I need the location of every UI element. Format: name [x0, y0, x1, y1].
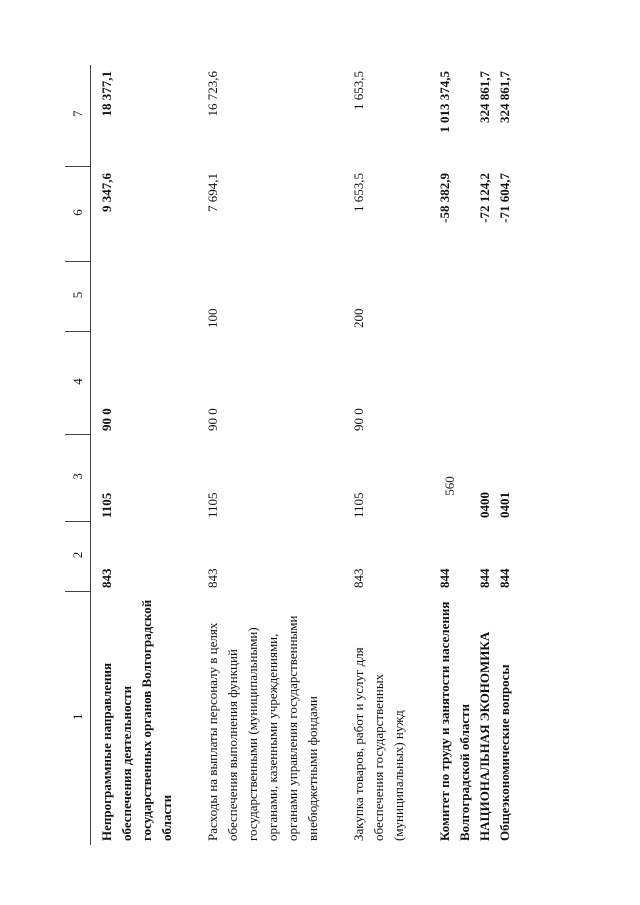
cell-section: 0401 — [497, 492, 512, 518]
page-number: 560 — [442, 476, 457, 496]
cell-ministry: 844 — [437, 568, 452, 588]
column-header-2: 2 — [65, 522, 91, 592]
column-header-1: 1 — [65, 592, 91, 845]
cell-section: 1105 — [351, 492, 366, 518]
row-name: Расходы на выплаты персоналу в целях обеспечения выполнения функций государственными (муниципальными) органами, казенными учреждениями, органами управления государственными внебюджетными фондами — [205, 615, 320, 841]
cell-section: 0400 — [477, 492, 492, 518]
cell-change: 9 347,6 — [99, 173, 114, 212]
cell-ministry: 843 — [99, 568, 114, 588]
cell-expense-type: 100 — [205, 308, 220, 328]
row-spacer — [177, 65, 197, 845]
cell-section: 1105 — [99, 492, 114, 518]
cell-target: 90 0 — [351, 408, 366, 431]
table-header-row — [65, 65, 91, 845]
row-spacer — [323, 65, 343, 845]
column-header-3: 3 — [65, 435, 91, 522]
row-spacer — [409, 65, 429, 845]
cell-total: 324 861,7 — [477, 71, 492, 123]
row-name: Комитет по труду и занятости населения Волгоградской области — [437, 601, 472, 841]
row-name: Непрограммные направления обеспечения деятельности государственных органов Волгоградской области — [99, 599, 174, 841]
cell-change: -72 124,2 — [477, 173, 492, 223]
cell-change: 7 694,1 — [205, 173, 220, 212]
cell-target — [495, 332, 515, 435]
column-header-7: 7 — [65, 65, 91, 167]
table-row — [475, 65, 495, 845]
cell-total: 1 653,5 — [351, 71, 366, 110]
column-header-4: 4 — [65, 332, 91, 435]
column-header-6: 6 — [65, 167, 91, 262]
cell-expense-type — [91, 262, 178, 332]
cell-ministry: 843 — [351, 568, 366, 588]
cell-target — [429, 332, 475, 435]
budget-table — [65, 65, 515, 845]
row-name: НАЦИОНАЛЬНАЯ ЭКОНОМИКА — [477, 631, 492, 841]
table-row — [91, 65, 178, 845]
cell-total: 324 861,7 — [497, 71, 512, 123]
cell-section: 1105 — [205, 492, 220, 518]
cell-target: 90 0 — [205, 408, 220, 431]
cell-expense-type — [475, 262, 495, 332]
cell-target — [475, 332, 495, 435]
cell-total: 16 723,6 — [205, 71, 220, 117]
cell-expense-type — [429, 262, 475, 332]
table-row — [495, 65, 515, 845]
cell-expense-type: 200 — [351, 308, 366, 328]
cell-change: -58 382,9 — [437, 173, 452, 223]
cell-ministry: 844 — [477, 568, 492, 588]
cell-ministry: 843 — [205, 568, 220, 588]
cell-target: 90 0 — [99, 408, 114, 431]
cell-ministry: 844 — [497, 568, 512, 588]
cell-section — [429, 435, 475, 522]
cell-total: 1 013 374,5 — [437, 71, 452, 133]
cell-change: 1 653,5 — [351, 173, 366, 212]
table-row — [197, 65, 323, 845]
column-header-5: 5 — [65, 262, 91, 332]
cell-change: -71 604,7 — [497, 173, 512, 223]
cell-expense-type — [495, 262, 515, 332]
table-row — [429, 65, 475, 845]
row-name: Общеэкономические вопросы — [497, 664, 512, 841]
table-row — [343, 65, 409, 845]
row-name: Закупка товаров, работ и услуг для обеспечения государственных (муниципальных) нужд — [351, 647, 406, 841]
cell-total: 18 377,1 — [99, 71, 114, 117]
rotated-page-content — [65, 65, 550, 845]
